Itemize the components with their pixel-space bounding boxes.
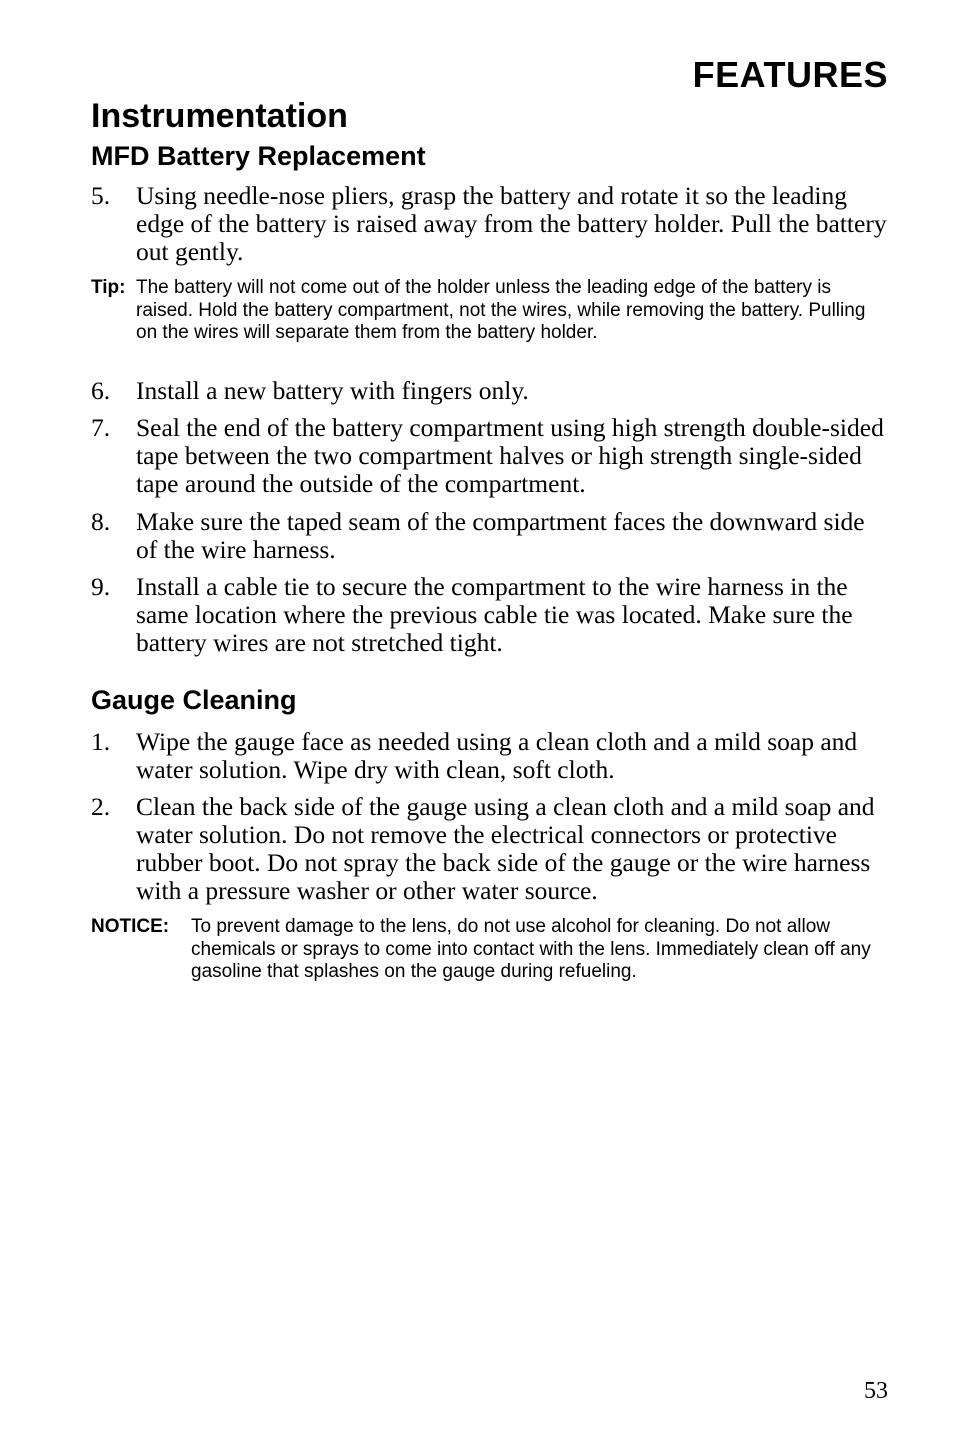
tip-label: Tip: (91, 277, 126, 298)
battery-replacement-heading: MFD Battery Replacement (91, 141, 426, 171)
step-9 (91, 573, 891, 657)
step-1 (91, 728, 891, 784)
step-number: 5. (91, 181, 111, 210)
step-number: 1. (91, 727, 111, 756)
notice-note (91, 916, 891, 984)
step-text: Seal the end of the battery compartment using high strength double-sided tape between the two compartment halves or high strength single-sided tape around the outside of the compartment. (136, 413, 884, 498)
page-title: Instrumentation (91, 97, 348, 135)
step-number: 2. (91, 792, 111, 821)
gauge-cleaning-heading: Gauge Cleaning (91, 685, 297, 715)
step-2 (91, 793, 891, 905)
step-number: 7. (91, 413, 111, 442)
tip-note (91, 277, 891, 345)
section-header: FEATURES (692, 54, 888, 95)
notice-label: NOTICE: (91, 916, 170, 937)
step-number: 9. (91, 572, 111, 601)
notice-text: To prevent damage to the lens, do not use alcohol for cleaning. Do not allow chemicals or sprays to come into contact with the lens. Immediately clean off any gasoline that splashes on the gauge during refueling. (191, 916, 871, 982)
tip-text: The battery will not come out of the holder unless the leading edge of the battery is raised. Hold the battery compartment, not the wires, while removing the battery. Pulling on the wires will separate them from the battery holder. (136, 277, 866, 343)
step-text: Install a new battery with fingers only. (136, 376, 529, 405)
step-text: Make sure the taped seam of the compartment faces the downward side of the wire harness. (136, 507, 865, 564)
step-5 (91, 182, 891, 266)
step-text: Using needle-nose pliers, grasp the battery and rotate it so the leading edge of the battery is raised away from the battery holder. Pull the battery out gently. (136, 181, 887, 266)
step-text: Clean the back side of the gauge using a clean cloth and a mild soap and water solution. Do not remove the electrical connectors or protective rubber boot. Do not spray the back side of the gauge or the wire harness with a pressure washer or other water source. (136, 792, 875, 905)
step-8 (91, 508, 891, 564)
step-number: 8. (91, 507, 111, 536)
step-number: 6. (91, 376, 111, 405)
step-6 (91, 377, 891, 405)
step-text: Install a cable tie to secure the compartment to the wire harness in the same location where the previous cable tie was located. Make sure the battery wires are not stretched tight. (136, 572, 853, 657)
step-7 (91, 414, 891, 498)
page-number: 53 (864, 1378, 888, 1404)
step-text: Wipe the gauge face as needed using a clean cloth and a mild soap and water solution. Wipe dry with clean, soft cloth. (136, 727, 858, 784)
